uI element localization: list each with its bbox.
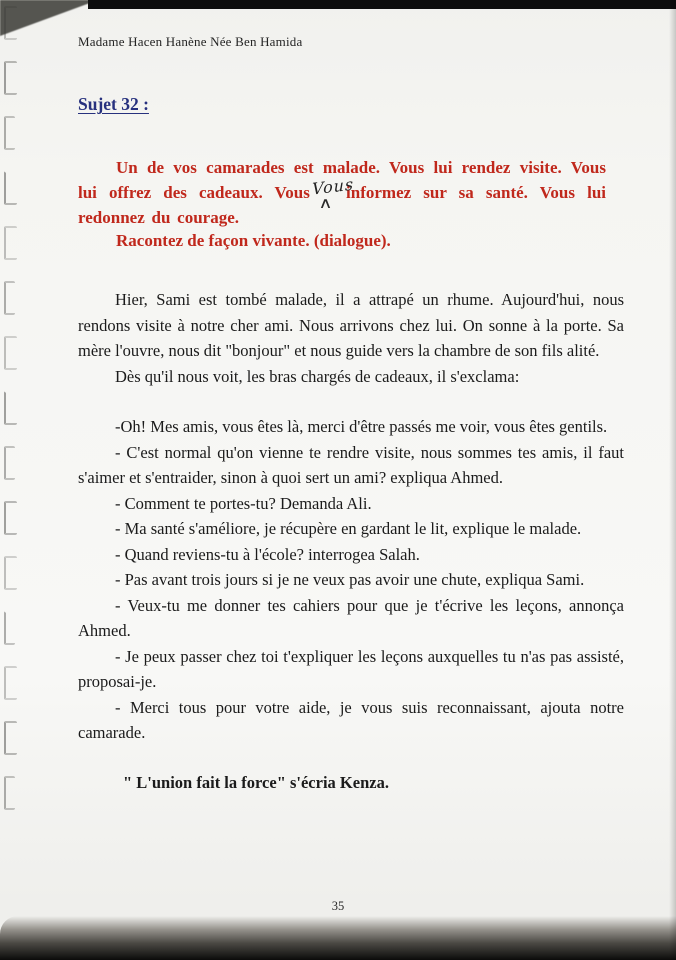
essay-paragraph: - Pas avant trois jours si je ne veux pas avoir une chute, expliqua Sami. xyxy=(115,570,585,589)
essay-paragraph: - Ma santé s'améliore, je récupère en gardant le lit, explique le malade. xyxy=(115,519,582,538)
scan-bottom-edge xyxy=(0,916,676,960)
subject-title: Sujet 32 : xyxy=(78,94,149,114)
essay-paragraph: - Quand reviens-tu à l'école? interrogea Salah. xyxy=(115,544,420,564)
essay-paragraph: Hier, Sami est tombé malade, il a attrapé un rhume. Aujourd'hui, nous rendons visite à notre cher ami. Nous arrivons chez lui. On sonne à la porte. Sa mère l'ouvre, nous dit "bonjour" et nous guide vers la chambre de son fils alité. xyxy=(78,290,624,360)
essay-paragraph: Dès qu'il nous voit, les bras chargés de cadeaux, il s'exclama: xyxy=(115,366,520,386)
handwritten-word: Vous xyxy=(311,174,355,199)
essay-paragraph: - Merci tous pour votre aide, je vous suis reconnaissant, ajouta notre camarade. xyxy=(78,697,624,742)
caret-mark: ∧ xyxy=(318,196,333,212)
essay-paragraph: -Oh! Mes amis, vous êtes là, merci d'être passés me voir, vous êtes gentils. xyxy=(115,417,608,436)
assignment-instruction: Racontez de façon vivante. (dialogue). xyxy=(116,231,391,250)
page-number: 35 xyxy=(331,899,345,913)
essay-paragraph: - Comment te portes-tu? Demanda Ali. xyxy=(115,493,372,513)
assignment-prompt xyxy=(78,155,624,230)
essay-paragraph: - C'est normal qu'on vienne te rendre visite, nous sommes tes amis, il faut s'aimer et s'entraider, sinon à quoi sert un ami? expliqua Ahmed. xyxy=(78,442,624,487)
scan-right-edge xyxy=(669,0,676,960)
essay-paragraph: - Veux-tu me donner tes cahiers pour que je t'écrive les leçons, annonça Ahmed. xyxy=(78,595,624,640)
essay-paragraph: - Je peux passer chez toi t'expliquer les leçons auxquelles tu n'as pas assisté, proposai-je. xyxy=(78,646,624,691)
prompt-text-after: informez sur sa santé. Vous lui redonnez du courage. xyxy=(78,183,607,227)
author-name: Madame Hacen Hanène Née Ben Hamida xyxy=(78,34,303,49)
prompt-text-before: Un de vos camarades est malade. Vous lui rendez visite. Vous lui offrez des cadeaux. Vous xyxy=(78,158,606,202)
closing-quote: " L'union fait la force" s'écria Kenza. xyxy=(123,772,389,792)
essay-body xyxy=(78,287,624,746)
